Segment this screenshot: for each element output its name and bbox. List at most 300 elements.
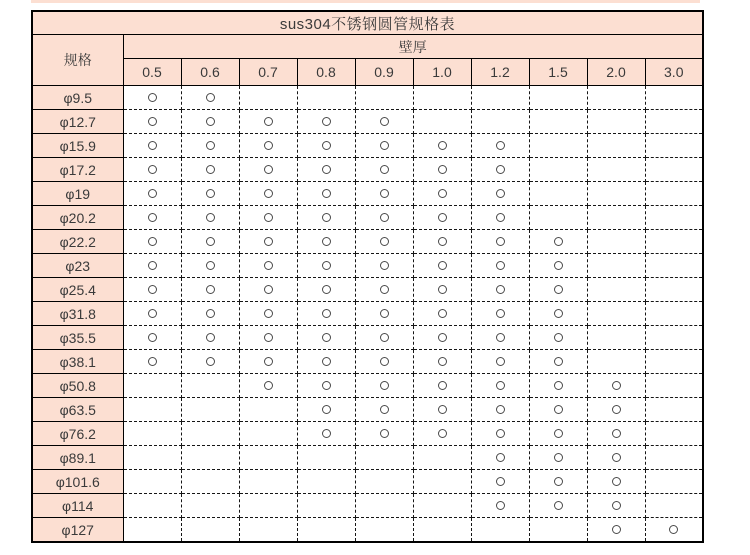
- availability-mark-icon: [206, 309, 215, 318]
- availability-cell: [645, 86, 703, 110]
- availability-cell: [355, 398, 413, 422]
- availability-cell: [529, 470, 587, 494]
- availability-cell: [645, 182, 703, 206]
- availability-mark-icon: [438, 333, 447, 342]
- availability-mark-icon: [496, 213, 505, 222]
- availability-mark-icon: [264, 357, 273, 366]
- row-label: φ35.5: [32, 326, 123, 350]
- row-label: φ101.6: [32, 470, 123, 494]
- availability-cell: [413, 278, 471, 302]
- availability-mark-icon: [322, 261, 331, 270]
- availability-cell: [297, 398, 355, 422]
- availability-mark-icon: [264, 381, 273, 390]
- availability-mark-icon: [322, 285, 331, 294]
- table-row: [32, 134, 703, 158]
- availability-cell: [355, 446, 413, 470]
- thickness-col-header: 0.5: [123, 59, 181, 86]
- availability-mark-icon: [554, 453, 563, 462]
- availability-cell: [471, 446, 529, 470]
- availability-mark-icon: [612, 381, 621, 390]
- availability-cell: [297, 254, 355, 278]
- availability-cell: [123, 422, 181, 446]
- availability-cell: [529, 110, 587, 134]
- availability-cell: [181, 302, 239, 326]
- availability-cell: [355, 494, 413, 518]
- availability-cell: [355, 302, 413, 326]
- availability-mark-icon: [496, 501, 505, 510]
- thickness-col-header: 2.0: [587, 59, 645, 86]
- availability-cell: [355, 230, 413, 254]
- availability-mark-icon: [206, 357, 215, 366]
- availability-cell: [239, 230, 297, 254]
- row-label: φ22.2: [32, 230, 123, 254]
- row-label: φ38.1: [32, 350, 123, 374]
- availability-mark-icon: [206, 165, 215, 174]
- availability-cell: [123, 134, 181, 158]
- availability-mark-icon: [322, 357, 331, 366]
- availability-cell: [587, 302, 645, 326]
- availability-mark-icon: [554, 261, 563, 270]
- availability-cell: [471, 134, 529, 158]
- row-label: φ114: [32, 494, 123, 518]
- availability-cell: [587, 230, 645, 254]
- row-label: φ63.5: [32, 398, 123, 422]
- row-label: φ17.2: [32, 158, 123, 182]
- table-row: [32, 182, 703, 206]
- availability-cell: [471, 374, 529, 398]
- availability-cell: [181, 158, 239, 182]
- availability-mark-icon: [264, 333, 273, 342]
- thickness-col-header: 0.8: [297, 59, 355, 86]
- availability-mark-icon: [380, 141, 389, 150]
- availability-mark-icon: [206, 333, 215, 342]
- availability-cell: [123, 302, 181, 326]
- thickness-col-header: 1.2: [471, 59, 529, 86]
- availability-cell: [181, 230, 239, 254]
- availability-mark-icon: [554, 309, 563, 318]
- availability-mark-icon: [612, 453, 621, 462]
- row-label: φ9.5: [32, 86, 123, 110]
- availability-cell: [123, 398, 181, 422]
- availability-cell: [587, 158, 645, 182]
- table-row: [32, 494, 703, 518]
- availability-cell: [645, 398, 703, 422]
- availability-cell: [239, 254, 297, 278]
- availability-mark-icon: [496, 381, 505, 390]
- availability-cell: [181, 398, 239, 422]
- availability-cell: [239, 350, 297, 374]
- availability-cell: [355, 182, 413, 206]
- availability-cell: [123, 230, 181, 254]
- availability-cell: [471, 254, 529, 278]
- availability-mark-icon: [206, 261, 215, 270]
- availability-mark-icon: [264, 165, 273, 174]
- availability-cell: [355, 110, 413, 134]
- availability-mark-icon: [380, 357, 389, 366]
- availability-cell: [645, 422, 703, 446]
- availability-mark-icon: [496, 453, 505, 462]
- availability-mark-icon: [380, 117, 389, 126]
- availability-mark-icon: [264, 189, 273, 198]
- availability-mark-icon: [206, 237, 215, 246]
- availability-cell: [645, 134, 703, 158]
- availability-cell: [529, 278, 587, 302]
- availability-mark-icon: [496, 357, 505, 366]
- availability-cell: [123, 110, 181, 134]
- availability-cell: [645, 518, 703, 543]
- availability-mark-icon: [612, 525, 621, 534]
- availability-cell: [123, 86, 181, 110]
- availability-cell: [181, 278, 239, 302]
- table-row: [32, 86, 703, 110]
- availability-cell: [587, 350, 645, 374]
- availability-mark-icon: [612, 429, 621, 438]
- availability-mark-icon: [380, 213, 389, 222]
- availability-cell: [239, 446, 297, 470]
- availability-cell: [587, 494, 645, 518]
- availability-cell: [645, 206, 703, 230]
- availability-cell: [645, 302, 703, 326]
- table-row: [32, 374, 703, 398]
- row-label: φ127: [32, 518, 123, 543]
- spec-column-header: 规格: [32, 35, 123, 86]
- table-row: [32, 254, 703, 278]
- availability-cell: [529, 398, 587, 422]
- availability-mark-icon: [496, 141, 505, 150]
- availability-cell: [645, 350, 703, 374]
- availability-mark-icon: [496, 309, 505, 318]
- thickness-col-header: 0.7: [239, 59, 297, 86]
- availability-cell: [471, 278, 529, 302]
- availability-mark-icon: [206, 213, 215, 222]
- availability-cell: [123, 374, 181, 398]
- availability-mark-icon: [148, 261, 157, 270]
- availability-cell: [529, 302, 587, 326]
- availability-cell: [181, 350, 239, 374]
- availability-cell: [239, 134, 297, 158]
- availability-cell: [355, 86, 413, 110]
- availability-mark-icon: [669, 525, 678, 534]
- availability-cell: [413, 470, 471, 494]
- availability-mark-icon: [148, 213, 157, 222]
- availability-cell: [587, 206, 645, 230]
- availability-cell: [645, 230, 703, 254]
- cropped-row-strip: [31, 0, 700, 3]
- availability-mark-icon: [438, 189, 447, 198]
- availability-cell: [471, 422, 529, 446]
- availability-mark-icon: [322, 405, 331, 414]
- availability-mark-icon: [438, 285, 447, 294]
- availability-cell: [587, 374, 645, 398]
- availability-cell: [239, 110, 297, 134]
- availability-cell: [471, 494, 529, 518]
- availability-mark-icon: [380, 261, 389, 270]
- row-label: φ23: [32, 254, 123, 278]
- availability-mark-icon: [438, 357, 447, 366]
- availability-cell: [123, 350, 181, 374]
- availability-mark-icon: [380, 285, 389, 294]
- availability-mark-icon: [206, 189, 215, 198]
- availability-cell: [413, 422, 471, 446]
- availability-cell: [645, 374, 703, 398]
- availability-cell: [529, 158, 587, 182]
- availability-cell: [471, 518, 529, 543]
- availability-cell: [355, 254, 413, 278]
- availability-mark-icon: [206, 117, 215, 126]
- availability-cell: [181, 110, 239, 134]
- availability-mark-icon: [380, 309, 389, 318]
- availability-mark-icon: [148, 309, 157, 318]
- availability-mark-icon: [612, 477, 621, 486]
- availability-cell: [413, 518, 471, 543]
- availability-mark-icon: [264, 141, 273, 150]
- availability-cell: [413, 374, 471, 398]
- availability-cell: [413, 206, 471, 230]
- availability-mark-icon: [264, 309, 273, 318]
- availability-cell: [297, 350, 355, 374]
- availability-cell: [239, 326, 297, 350]
- thickness-col-header: 1.5: [529, 59, 587, 86]
- availability-cell: [355, 374, 413, 398]
- thickness-col-header: 3.0: [645, 59, 703, 86]
- availability-cell: [413, 110, 471, 134]
- availability-mark-icon: [322, 141, 331, 150]
- availability-cell: [529, 230, 587, 254]
- availability-cell: [587, 86, 645, 110]
- availability-mark-icon: [380, 429, 389, 438]
- availability-cell: [239, 494, 297, 518]
- availability-mark-icon: [148, 165, 157, 174]
- availability-cell: [181, 134, 239, 158]
- availability-cell: [297, 110, 355, 134]
- availability-cell: [355, 350, 413, 374]
- availability-cell: [645, 158, 703, 182]
- row-label: φ19: [32, 182, 123, 206]
- availability-mark-icon: [148, 333, 157, 342]
- availability-mark-icon: [496, 405, 505, 414]
- availability-cell: [355, 422, 413, 446]
- availability-mark-icon: [148, 141, 157, 150]
- availability-cell: [239, 86, 297, 110]
- row-label: φ89.1: [32, 446, 123, 470]
- availability-mark-icon: [438, 165, 447, 174]
- availability-mark-icon: [380, 405, 389, 414]
- availability-mark-icon: [322, 165, 331, 174]
- availability-cell: [587, 110, 645, 134]
- availability-cell: [413, 254, 471, 278]
- availability-cell: [587, 134, 645, 158]
- availability-cell: [413, 86, 471, 110]
- availability-mark-icon: [322, 333, 331, 342]
- availability-mark-icon: [148, 357, 157, 366]
- availability-mark-icon: [554, 237, 563, 246]
- table-row: [32, 446, 703, 470]
- availability-cell: [645, 494, 703, 518]
- thickness-col-header: 0.6: [181, 59, 239, 86]
- availability-cell: [181, 374, 239, 398]
- availability-mark-icon: [148, 285, 157, 294]
- availability-mark-icon: [206, 285, 215, 294]
- availability-cell: [471, 158, 529, 182]
- availability-mark-icon: [322, 117, 331, 126]
- availability-cell: [355, 278, 413, 302]
- availability-cell: [181, 206, 239, 230]
- availability-mark-icon: [554, 285, 563, 294]
- availability-cell: [123, 278, 181, 302]
- thickness-col-header: 0.9: [355, 59, 413, 86]
- availability-mark-icon: [148, 189, 157, 198]
- availability-cell: [297, 182, 355, 206]
- availability-mark-icon: [496, 189, 505, 198]
- availability-mark-icon: [612, 501, 621, 510]
- availability-cell: [297, 422, 355, 446]
- availability-cell: [239, 158, 297, 182]
- availability-cell: [239, 302, 297, 326]
- availability-mark-icon: [322, 189, 331, 198]
- availability-cell: [529, 326, 587, 350]
- table-row: [32, 230, 703, 254]
- availability-mark-icon: [554, 501, 563, 510]
- availability-mark-icon: [612, 405, 621, 414]
- availability-cell: [181, 446, 239, 470]
- availability-cell: [355, 134, 413, 158]
- availability-cell: [297, 326, 355, 350]
- availability-cell: [471, 230, 529, 254]
- availability-cell: [355, 518, 413, 543]
- spec-table: [31, 10, 704, 543]
- availability-mark-icon: [554, 357, 563, 366]
- row-label: φ25.4: [32, 278, 123, 302]
- availability-cell: [123, 254, 181, 278]
- row-label: φ12.7: [32, 110, 123, 134]
- availability-cell: [239, 518, 297, 543]
- availability-cell: [297, 494, 355, 518]
- availability-mark-icon: [496, 165, 505, 174]
- availability-mark-icon: [496, 237, 505, 246]
- availability-mark-icon: [322, 309, 331, 318]
- table-row: [32, 518, 703, 543]
- thickness-col-header: 1.0: [413, 59, 471, 86]
- thickness-values-row: [32, 59, 703, 86]
- availability-mark-icon: [264, 117, 273, 126]
- availability-mark-icon: [438, 261, 447, 270]
- availability-cell: [413, 302, 471, 326]
- availability-cell: [297, 302, 355, 326]
- availability-cell: [297, 158, 355, 182]
- table-row: [32, 422, 703, 446]
- availability-mark-icon: [380, 165, 389, 174]
- availability-mark-icon: [438, 141, 447, 150]
- availability-mark-icon: [438, 429, 447, 438]
- availability-cell: [471, 86, 529, 110]
- availability-cell: [413, 350, 471, 374]
- availability-cell: [471, 398, 529, 422]
- availability-cell: [239, 374, 297, 398]
- availability-cell: [181, 518, 239, 543]
- availability-mark-icon: [148, 237, 157, 246]
- availability-cell: [123, 446, 181, 470]
- availability-cell: [645, 446, 703, 470]
- availability-cell: [587, 254, 645, 278]
- availability-cell: [123, 470, 181, 494]
- availability-mark-icon: [554, 429, 563, 438]
- thickness-group-row: [32, 35, 703, 59]
- availability-cell: [181, 86, 239, 110]
- table-row: [32, 470, 703, 494]
- availability-cell: [529, 182, 587, 206]
- availability-mark-icon: [148, 117, 157, 126]
- availability-cell: [529, 350, 587, 374]
- availability-cell: [123, 158, 181, 182]
- availability-cell: [181, 494, 239, 518]
- availability-cell: [587, 470, 645, 494]
- availability-mark-icon: [496, 333, 505, 342]
- availability-mark-icon: [554, 333, 563, 342]
- availability-mark-icon: [438, 309, 447, 318]
- table-row: [32, 302, 703, 326]
- availability-cell: [413, 326, 471, 350]
- availability-cell: [297, 206, 355, 230]
- availability-mark-icon: [206, 141, 215, 150]
- availability-mark-icon: [438, 405, 447, 414]
- availability-cell: [239, 206, 297, 230]
- table-row: [32, 278, 703, 302]
- availability-mark-icon: [264, 285, 273, 294]
- availability-mark-icon: [322, 381, 331, 390]
- availability-cell: [239, 182, 297, 206]
- availability-mark-icon: [322, 429, 331, 438]
- row-label: φ50.8: [32, 374, 123, 398]
- availability-mark-icon: [496, 429, 505, 438]
- availability-cell: [355, 158, 413, 182]
- availability-cell: [529, 374, 587, 398]
- availability-cell: [181, 326, 239, 350]
- availability-mark-icon: [554, 381, 563, 390]
- availability-cell: [297, 278, 355, 302]
- availability-mark-icon: [380, 237, 389, 246]
- availability-cell: [471, 350, 529, 374]
- availability-cell: [413, 134, 471, 158]
- availability-cell: [587, 278, 645, 302]
- availability-cell: [123, 494, 181, 518]
- availability-cell: [529, 134, 587, 158]
- availability-cell: [297, 470, 355, 494]
- availability-mark-icon: [148, 93, 157, 102]
- availability-cell: [471, 206, 529, 230]
- availability-cell: [587, 518, 645, 543]
- availability-cell: [123, 518, 181, 543]
- availability-cell: [645, 278, 703, 302]
- availability-mark-icon: [264, 213, 273, 222]
- availability-cell: [529, 518, 587, 543]
- table-row: [32, 206, 703, 230]
- table-row: [32, 350, 703, 374]
- availability-cell: [645, 110, 703, 134]
- availability-mark-icon: [496, 285, 505, 294]
- spec-table-body: [32, 11, 703, 542]
- availability-cell: [587, 398, 645, 422]
- availability-cell: [297, 374, 355, 398]
- availability-cell: [181, 422, 239, 446]
- availability-mark-icon: [322, 213, 331, 222]
- availability-cell: [529, 254, 587, 278]
- availability-mark-icon: [496, 477, 505, 486]
- availability-cell: [413, 446, 471, 470]
- availability-cell: [529, 446, 587, 470]
- availability-cell: [297, 86, 355, 110]
- availability-cell: [471, 182, 529, 206]
- availability-cell: [297, 518, 355, 543]
